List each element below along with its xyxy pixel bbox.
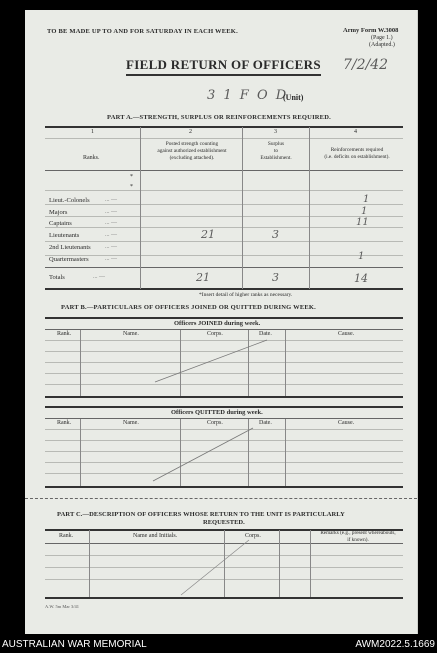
col-head-ranks: Ranks.: [83, 155, 100, 161]
majors-reinforcements: 1: [361, 206, 368, 217]
archive-footer: [0, 636, 437, 653]
form-adapted: (Adapted.): [369, 42, 395, 48]
part-c-col-corps: Corps.: [245, 533, 261, 539]
higher-rank-marker: *: [130, 174, 133, 180]
joined-table-title: Officers JOINED during week.: [174, 320, 261, 327]
part-a-heading: PART A.—STRENGTH, SURPLUS OR REINFORCEMENTS REQUIRED.: [107, 114, 331, 121]
unit-name: 3 1 F O D: [207, 88, 289, 103]
footer-institution: AUSTRALIAN WAR MEMORIAL: [2, 639, 147, 650]
joined-col-corps: Corps.: [207, 331, 223, 337]
joined-strike-line: [155, 340, 267, 382]
quartermasters-reinforcements: 1: [358, 251, 365, 262]
rank-2nd-lieutenants: 2nd Lieutenants: [49, 244, 91, 251]
return-date: 7/2/42: [343, 57, 389, 73]
part-c-col-remarks: Remarks (e.g., present whereabouts, if known).: [320, 530, 396, 543]
col-number-3: 3: [274, 129, 277, 135]
quitted-strike-line: [153, 428, 253, 481]
form-number: Army Form W.3008: [343, 27, 399, 34]
joined-col-cause: Cause.: [338, 331, 355, 337]
quitted-col-cause: Cause.: [338, 420, 355, 426]
rank-captains: Captains: [49, 220, 72, 227]
captains-reinforcements: 11: [356, 217, 369, 228]
higher-rank-marker: *: [130, 184, 133, 190]
quitted-col-rank: Rank.: [57, 420, 72, 426]
leader-dots: ... —: [105, 197, 117, 203]
form-page-number: (Page 1.): [371, 35, 393, 41]
rank-lieutenants: Lieutenants: [49, 232, 80, 239]
leader-dots: ... —: [105, 232, 117, 238]
strike-lines: [25, 10, 417, 634]
col-number-1: 1: [91, 129, 94, 135]
form-instruction: TO BE MADE UP TO AND FOR SATURDAY IN EACH WEEK.: [47, 28, 238, 35]
leader-dots: ... —: [105, 244, 117, 250]
col-number-2: 2: [189, 129, 192, 135]
total-surplus: 3: [272, 271, 279, 284]
rank-quartermasters: Quartermasters: [49, 256, 89, 263]
leader-dots: ... —: [93, 274, 105, 280]
total-reinforcements: 14: [354, 272, 368, 285]
footer-accession: AWM2022.5.1669: [355, 639, 435, 650]
quitted-col-corps: Corps.: [207, 420, 223, 426]
part-c-heading-cont: REQUESTED.: [203, 519, 245, 526]
leader-dots: ... —: [105, 220, 117, 226]
lt-col-reinforcements: 1: [363, 194, 370, 205]
totals-label: Totals: [49, 274, 65, 281]
lieutenants-surplus: 3: [272, 228, 279, 241]
quitted-table-title: Officers QUITTED during week.: [171, 409, 263, 416]
col-head-surplus: Surplus to Establishment.: [260, 141, 292, 161]
col-number-4: 4: [354, 129, 357, 135]
quitted-col-date: Date.: [259, 420, 272, 426]
leader-dots: ... —: [105, 256, 117, 262]
rank-lieut-colonels: Lieut.-Colonels: [49, 197, 90, 204]
printer-imprint: A.W. 5m Mar 3/41: [45, 604, 79, 609]
col-head-reinforcements: Reinforcements required (i.e. deficits on establishment).: [324, 147, 390, 160]
part-c-col-rank: Rank.: [59, 533, 74, 539]
form-title: FIELD RETURN OF OFFICERS: [126, 57, 321, 76]
total-posted: 21: [196, 271, 210, 284]
leader-dots: ... —: [105, 209, 117, 215]
form-page: [25, 10, 418, 634]
part-c-strike-line: [181, 540, 249, 595]
quitted-col-name: Name.: [123, 420, 139, 426]
part-c-col-name: Name and Initials.: [133, 533, 178, 539]
part-b-heading: PART B.—PARTICULARS OF OFFICERS JOINED OR QUITTED DURING WEEK.: [61, 304, 317, 311]
part-c-heading: PART C.—DESCRIPTION OF OFFICERS WHOSE RETURN TO THE UNIT IS PARTICULARLY: [57, 511, 345, 518]
lieutenants-posted: 21: [201, 228, 215, 241]
joined-col-name: Name.: [123, 331, 139, 337]
rank-majors: Majors: [49, 209, 68, 216]
part-a-footnote: *Insert detail of higher ranks as necessary.: [199, 292, 293, 298]
joined-col-date: Date.: [259, 331, 272, 337]
col-head-posted: Posted strength counting against authorized establishment (excluding attached).: [157, 141, 227, 161]
joined-col-rank: Rank.: [57, 331, 72, 337]
unit-label: (Unit): [283, 93, 304, 102]
